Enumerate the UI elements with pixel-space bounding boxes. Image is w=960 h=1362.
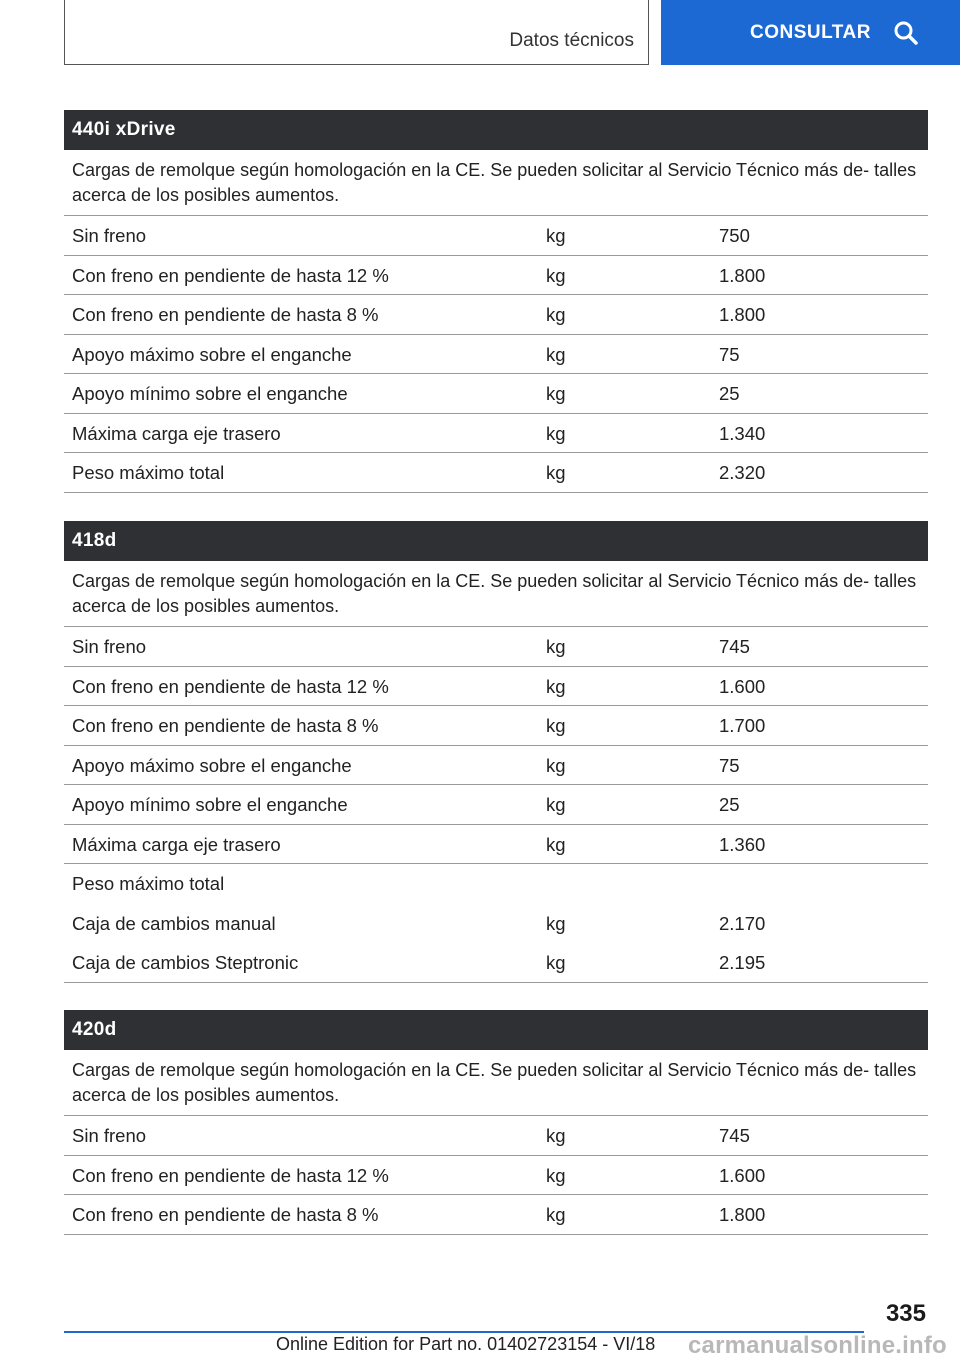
- section-title: 418d: [64, 521, 928, 561]
- footer-edition: Online Edition for Part no. 01402723154 - VI/18: [276, 1334, 656, 1354]
- section-description: Cargas de remolque según homologación en la CE. Se pueden solicitar al Servicio Técnico más de‐ talles acerca de los posibles aumentos.: [64, 1050, 928, 1116]
- table-row: [64, 295, 928, 335]
- row-unit: kg: [546, 636, 566, 657]
- row-value: 745: [719, 636, 750, 657]
- row-value: 750: [719, 225, 750, 246]
- row-unit: kg: [546, 952, 566, 973]
- row-label: Sin freno: [72, 1125, 147, 1146]
- row-unit: kg: [546, 794, 566, 815]
- search-button[interactable]: [661, 0, 960, 65]
- search-button-label: CONSULTAR: [750, 21, 871, 43]
- row-value: 1.800: [719, 1204, 766, 1225]
- table-row: [64, 453, 928, 493]
- row-label: Apoyo máximo sobre el enganche: [72, 754, 352, 776]
- search-icon: [893, 20, 919, 46]
- row-value: 1.800: [719, 264, 766, 286]
- row-label: Peso máximo total: [72, 462, 225, 483]
- row-unit: kg: [546, 343, 566, 365]
- table-row: [64, 746, 928, 786]
- row-label: Con freno en pendiente de hasta 12 %: [72, 264, 389, 286]
- page-number: 335: [885, 1300, 926, 1327]
- table-row: [64, 667, 928, 707]
- row-value: 75: [719, 343, 740, 365]
- row-unit: kg: [546, 462, 566, 483]
- row-label: Peso máximo total: [72, 873, 225, 894]
- row-label: Con freno en pendiente de hasta 12 %: [72, 675, 389, 697]
- row-value: 1.700: [719, 715, 766, 736]
- table-row: [64, 335, 928, 375]
- row-unit: kg: [546, 1204, 566, 1225]
- row-value: 1.340: [719, 422, 766, 444]
- row-value: 75: [719, 754, 740, 776]
- table-row: [64, 627, 928, 667]
- row-label: Apoyo mínimo sobre el enganche: [72, 383, 348, 404]
- row-value: 25: [719, 794, 740, 815]
- header-box: [64, 0, 649, 65]
- row-label: Con freno en pendiente de hasta 8 %: [72, 1204, 379, 1225]
- row-label: Caja de cambios Steptronic: [72, 952, 299, 973]
- row-unit: kg: [546, 304, 566, 325]
- row-value: 1.600: [719, 675, 766, 697]
- table-row: [64, 1156, 928, 1196]
- row-unit: kg: [546, 1164, 566, 1186]
- row-unit: kg: [546, 912, 566, 934]
- section-420d: [64, 1010, 928, 1235]
- row-label: Con freno en pendiente de hasta 12 %: [72, 1164, 389, 1186]
- page-title: Datos técnicos: [509, 30, 634, 51]
- section-title: 440i xDrive: [64, 110, 928, 150]
- row-unit: kg: [546, 675, 566, 697]
- row-value: 2.320: [719, 462, 766, 483]
- section-description: Cargas de remolque según homologación en la CE. Se pueden solicitar al Servicio Técnico más de‐ talles acerca de los posibles aumentos.: [64, 150, 928, 216]
- row-unit: kg: [546, 833, 566, 855]
- row-label: Caja de cambios manual: [72, 912, 276, 934]
- row-value: 1.360: [719, 833, 766, 855]
- table-row: [64, 943, 928, 983]
- row-label: Apoyo mínimo sobre el enganche: [72, 794, 348, 815]
- watermark: carmanualsonline.info: [688, 1332, 947, 1359]
- row-unit: kg: [546, 754, 566, 776]
- row-label: Sin freno: [72, 636, 147, 657]
- row-label: Apoyo máximo sobre el enganche: [72, 343, 352, 365]
- row-value: 745: [719, 1125, 750, 1146]
- row-value: 1.800: [719, 304, 766, 325]
- table-row: [64, 1116, 928, 1156]
- row-label: Con freno en pendiente de hasta 8 %: [72, 715, 379, 736]
- table-row: [64, 374, 928, 414]
- row-unit: kg: [546, 225, 566, 246]
- table-row: [64, 706, 928, 746]
- row-value: 1.600: [719, 1164, 766, 1186]
- table-row: [64, 1195, 928, 1235]
- row-unit: kg: [546, 422, 566, 444]
- table-row: [64, 414, 928, 454]
- row-label: Con freno en pendiente de hasta 8 %: [72, 304, 379, 325]
- row-unit: kg: [546, 1125, 566, 1146]
- table-row: [64, 256, 928, 296]
- row-label: Máxima carga eje trasero: [72, 422, 281, 444]
- section-description: Cargas de remolque según homologación en la CE. Se pueden solicitar al Servicio Técnico más de‐ talles acerca de los posibles aumentos.: [64, 561, 928, 627]
- row-unit: kg: [546, 264, 566, 286]
- section-title: 420d: [64, 1010, 928, 1050]
- row-value: 25: [719, 383, 740, 404]
- table-row: [64, 216, 928, 256]
- row-unit: kg: [546, 715, 566, 736]
- section-418d: [64, 521, 928, 983]
- row-label: Sin freno: [72, 225, 147, 246]
- table-row: [64, 904, 928, 944]
- row-value: 2.195: [719, 952, 766, 973]
- row-label: Máxima carga eje trasero: [72, 833, 281, 855]
- row-value: 2.170: [719, 912, 766, 934]
- row-unit: kg: [546, 383, 566, 404]
- table-row: [64, 864, 928, 904]
- table-row: [64, 785, 928, 825]
- section-440i-xdrive: [64, 110, 928, 493]
- table-row: [64, 825, 928, 865]
